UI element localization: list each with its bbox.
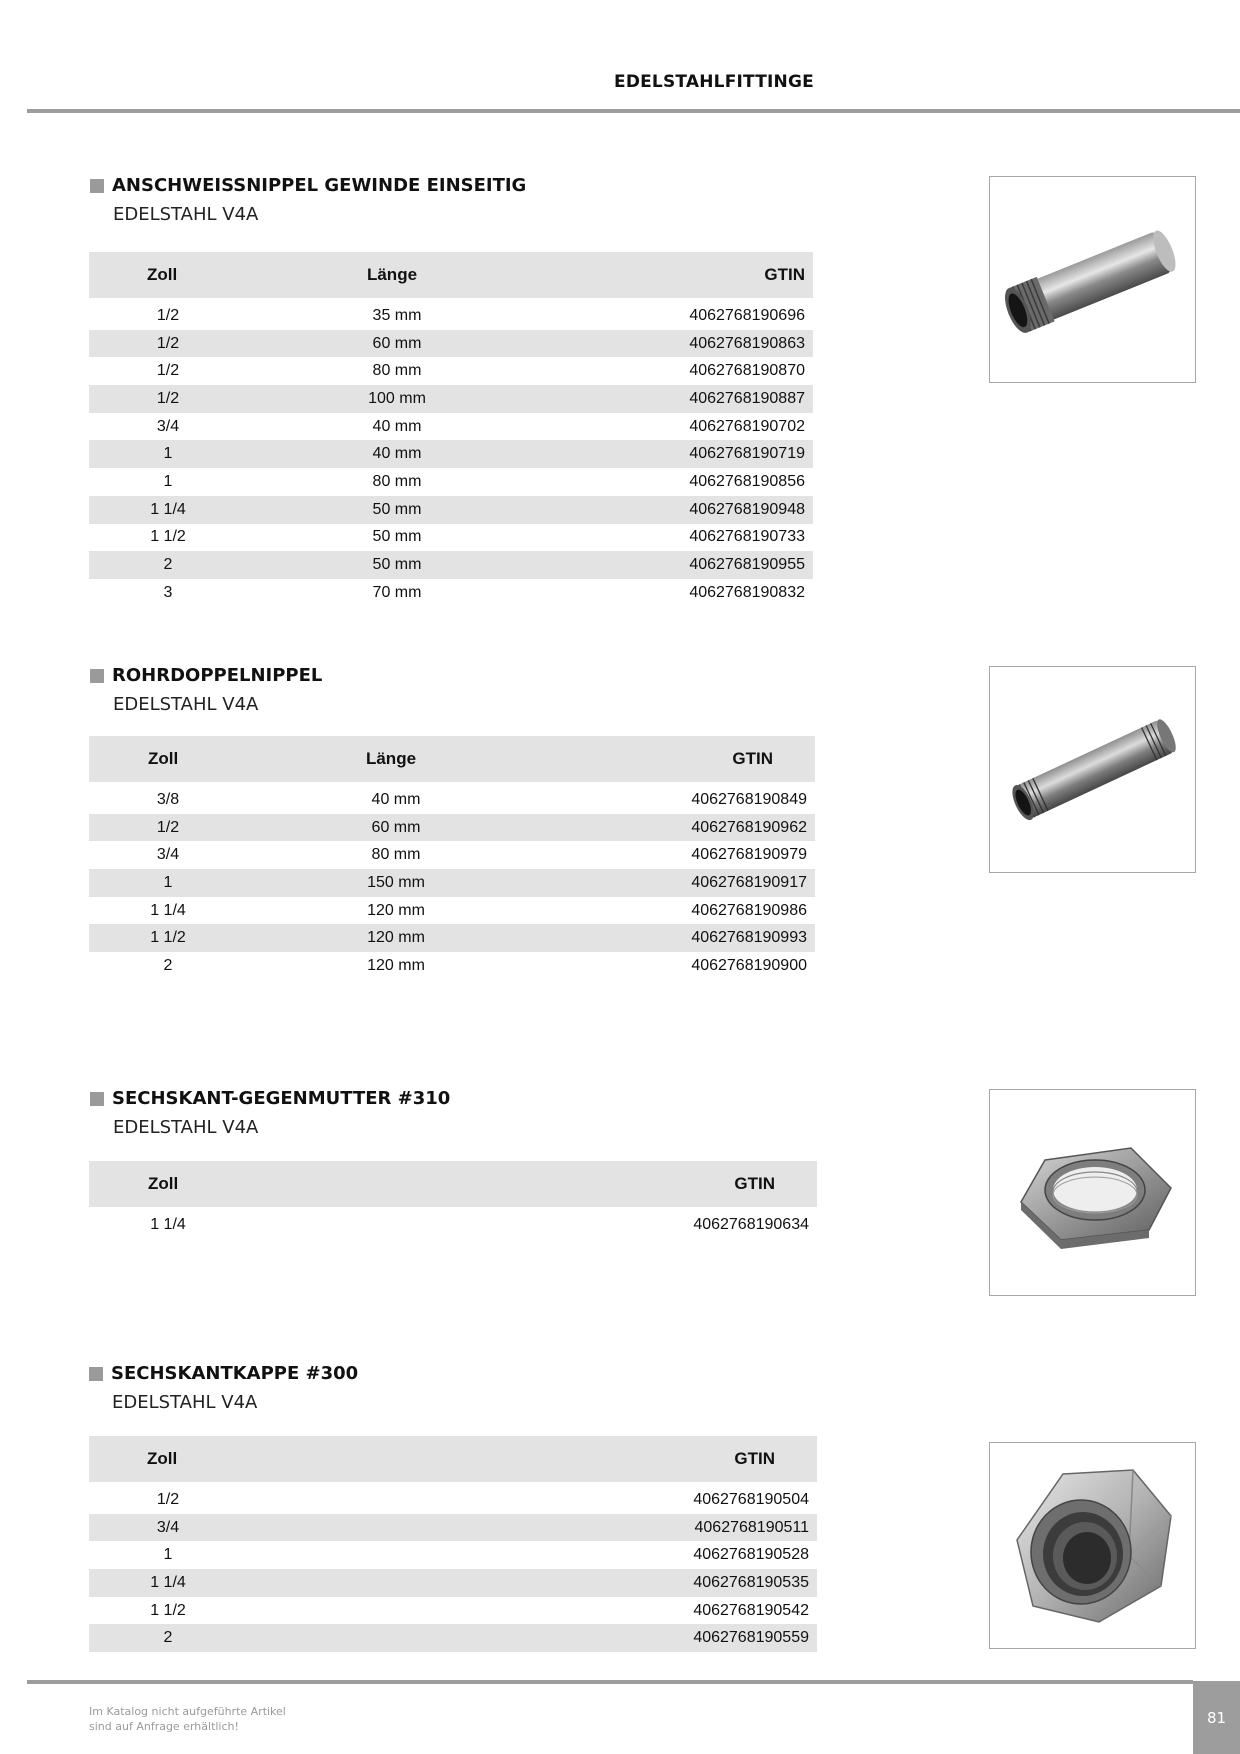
section-title: SECHSKANTKAPPE #300: [111, 1363, 359, 1384]
table-row: [89, 869, 815, 897]
cell-gtin: 4062768190979: [691, 846, 807, 864]
square-bullet-icon: [90, 669, 104, 683]
cell-zoll: 3: [163, 583, 173, 601]
pipe-nipple-icon: [998, 200, 1188, 360]
column-header-laenge: Länge: [247, 736, 535, 782]
table-row: [89, 1597, 817, 1625]
cell-gtin: 4062768190986: [691, 901, 807, 919]
cell-laenge: 80 mm: [372, 362, 422, 380]
cell-gtin: 4062768190948: [537, 496, 813, 524]
table-row: [89, 496, 813, 524]
cell-laenge: 60 mm: [247, 814, 535, 842]
cell-zoll: 1 1/2: [150, 1601, 186, 1619]
cell-zoll: 1: [89, 440, 247, 468]
cell-gtin: 4062768190535: [247, 1569, 817, 1597]
cell-gtin: 4062768190832: [689, 583, 805, 601]
cell-zoll: 1 1/4: [150, 901, 186, 919]
cell-zoll: 2: [89, 1624, 247, 1652]
cell-laenge: 40 mm: [247, 440, 537, 468]
hex-nut-icon: [1003, 1118, 1183, 1268]
cell-gtin: 4062768190696: [689, 306, 805, 324]
cell-laenge: 120 mm: [247, 924, 535, 952]
table-row: [89, 440, 813, 468]
table-row: [89, 551, 813, 579]
table-row: [89, 1486, 817, 1514]
table-row: [89, 786, 815, 814]
cell-gtin: 4062768190863: [537, 330, 813, 358]
product-photo-double-nipple: [989, 666, 1196, 873]
cell-laenge: 40 mm: [372, 417, 422, 435]
cell-zoll: 2: [89, 551, 247, 579]
cell-gtin: 4062768190993: [535, 924, 815, 952]
section-heading: [90, 1087, 450, 1111]
table-row: [89, 468, 813, 496]
cell-zoll: 1 1/4: [150, 1215, 186, 1233]
table-row: [89, 524, 813, 552]
cell-laenge: 80 mm: [372, 472, 422, 490]
column-header-zoll: Zoll: [89, 1161, 247, 1207]
cell-zoll: 2: [163, 956, 173, 974]
double-nipple-icon: [998, 690, 1188, 850]
table-row: [89, 330, 813, 358]
cell-zoll: 1/2: [156, 362, 180, 380]
table-row: [89, 1514, 817, 1542]
product-table: [89, 1161, 817, 1239]
cell-laenge: 150 mm: [247, 869, 535, 897]
cell-gtin: 4062768190719: [537, 440, 813, 468]
square-bullet-icon: [89, 1367, 103, 1381]
cell-laenge: 80 mm: [371, 846, 421, 864]
column-header-gtin: GTIN: [537, 252, 813, 298]
cell-zoll: 1/2: [89, 330, 247, 358]
cell-gtin: 4062768190634: [693, 1215, 809, 1233]
cell-zoll: 1/2: [156, 1490, 180, 1508]
table-row: [89, 579, 813, 607]
cell-zoll: 3/4: [156, 417, 180, 435]
cell-gtin: 4062768190887: [537, 385, 813, 413]
table-row: [89, 1624, 817, 1652]
cell-gtin: 4062768190955: [537, 551, 813, 579]
cell-zoll: 1: [163, 472, 173, 490]
cell-gtin: 4062768190559: [247, 1624, 817, 1652]
cell-laenge: 35 mm: [372, 306, 422, 324]
cell-laenge: 100 mm: [247, 385, 537, 413]
cell-laenge: 120 mm: [367, 901, 425, 919]
product-table: [89, 736, 815, 980]
section-subtitle: EDELSTAHL V4A: [112, 1392, 258, 1413]
cell-zoll: 1 1/4: [89, 496, 247, 524]
header-divider: [27, 109, 1240, 113]
cell-zoll: 1/2: [89, 385, 247, 413]
square-bullet-icon: [90, 1092, 104, 1106]
table-row: [89, 1569, 817, 1597]
cell-gtin: 4062768190542: [693, 1601, 809, 1619]
table-row: [89, 897, 815, 925]
cell-gtin: 4062768190917: [535, 869, 815, 897]
cell-gtin: 4062768190870: [689, 362, 805, 380]
cell-gtin: 4062768190702: [689, 417, 805, 435]
table-row: [89, 814, 815, 842]
cell-zoll: 1 1/4: [89, 1569, 247, 1597]
cell-zoll: 1/2: [89, 814, 247, 842]
square-bullet-icon: [90, 179, 104, 193]
table-row: [89, 302, 813, 330]
product-photo-pipe-nipple: [989, 176, 1196, 383]
section-heading: [90, 664, 322, 688]
cell-gtin: 4062768190733: [689, 528, 805, 546]
cell-zoll: 1 1/2: [150, 528, 186, 546]
product-photo-hex-lock-nut: [989, 1089, 1196, 1296]
column-header-gtin: GTIN: [535, 736, 815, 782]
cell-laenge: 70 mm: [372, 583, 422, 601]
table-row: [89, 841, 815, 869]
section-title: ANSCHWEISSNIPPEL GEWINDE EINSEITIG: [112, 175, 527, 196]
cell-zoll: 1: [163, 1546, 173, 1564]
section-heading: [90, 174, 526, 198]
section-title: SECHSKANT-GEGENMUTTER #310: [112, 1088, 451, 1109]
section-heading: [89, 1362, 358, 1386]
column-header-zoll: Zoll: [89, 252, 247, 298]
cell-gtin: 4062768190511: [247, 1514, 817, 1542]
cell-zoll: 3/8: [156, 790, 180, 808]
cell-gtin: 4062768190900: [691, 956, 807, 974]
cell-gtin: 4062768190856: [689, 472, 805, 490]
column-header-gtin: GTIN: [247, 1161, 817, 1207]
cell-gtin: 4062768190528: [693, 1546, 809, 1564]
column-header-gtin: GTIN: [247, 1436, 817, 1482]
cell-laenge: 50 mm: [247, 551, 537, 579]
cell-gtin: 4062768190849: [691, 790, 807, 808]
table-row: [89, 413, 813, 441]
cell-laenge: 60 mm: [247, 330, 537, 358]
cell-laenge: 120 mm: [367, 956, 425, 974]
table-row: [89, 1541, 817, 1569]
footer-note-line2: sind auf Anfrage erhältlich!: [89, 1720, 239, 1733]
table-row: [89, 1211, 817, 1239]
page-header-title: EDELSTAHLFITTINGE: [614, 72, 814, 92]
column-header-zoll: Zoll: [89, 1436, 247, 1482]
cell-gtin: 4062768190504: [693, 1490, 809, 1508]
footer-note-line1: Im Katalog nicht aufgeführte Artikel: [89, 1705, 286, 1718]
footer-note: [89, 1704, 286, 1734]
footer-divider: [27, 1680, 1193, 1684]
product-table: [89, 1436, 817, 1652]
cell-zoll: 3/4: [156, 846, 180, 864]
product-table: [89, 252, 813, 607]
product-photo-hex-cap: [989, 1442, 1196, 1649]
table-row: [89, 385, 813, 413]
table-row: [89, 357, 813, 385]
cell-zoll: 1: [89, 869, 247, 897]
cell-laenge: 50 mm: [372, 528, 422, 546]
section-subtitle: EDELSTAHL V4A: [113, 204, 259, 225]
cell-zoll: 1/2: [156, 306, 180, 324]
section-subtitle: EDELSTAHL V4A: [113, 694, 259, 715]
column-header-zoll: Zoll: [89, 736, 247, 782]
cell-zoll: 1 1/2: [89, 924, 247, 952]
cell-gtin: 4062768190962: [535, 814, 815, 842]
cell-zoll: 3/4: [89, 1514, 247, 1542]
column-header-laenge: Länge: [247, 252, 537, 298]
table-row: [89, 952, 815, 980]
page-number: 81: [1193, 1681, 1240, 1754]
section-title: ROHRDOPPELNIPPEL: [112, 665, 323, 686]
cell-laenge: 40 mm: [371, 790, 421, 808]
hex-cap-icon: [1003, 1456, 1183, 1636]
section-subtitle: EDELSTAHL V4A: [113, 1117, 259, 1138]
cell-laenge: 50 mm: [247, 496, 537, 524]
table-row: [89, 924, 815, 952]
